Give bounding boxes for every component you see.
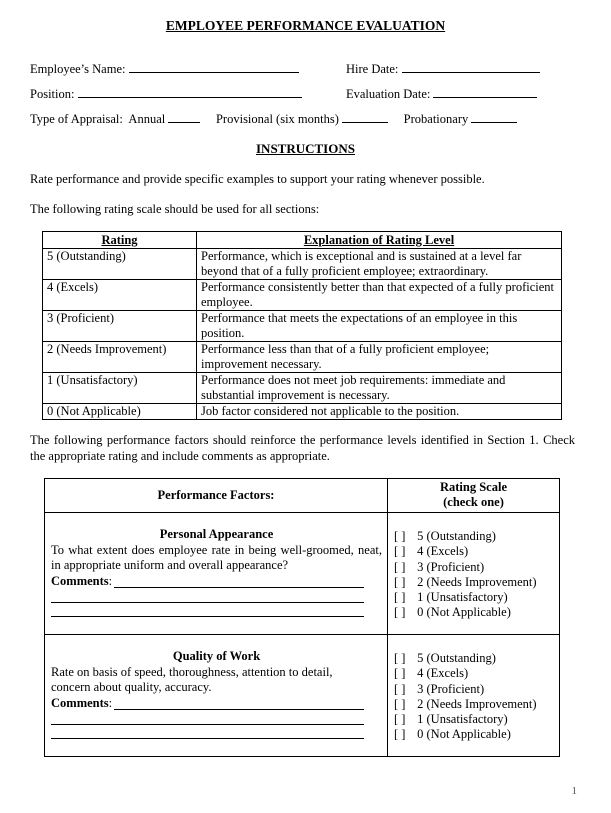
rating-table-header xyxy=(43,232,562,249)
rating-options xyxy=(388,513,560,635)
rating-cell: 3 (Proficient) xyxy=(43,311,197,342)
checkbox[interactable]: [ ] xyxy=(394,574,406,589)
checkbox[interactable]: [ ] xyxy=(394,590,406,605)
rating-cell: 4 (Excels) xyxy=(43,280,197,311)
rating-cell: 0 (Not Applicable) xyxy=(43,404,197,420)
rating-cell: 1 (Unsatisfactory) xyxy=(43,373,197,404)
instructions-text-2: The following rating scale should be used for all sections: xyxy=(30,202,320,216)
option-label: 1 (Unsatisfactory) xyxy=(417,712,508,727)
rating-row xyxy=(43,249,562,280)
checkbox[interactable]: [ ] xyxy=(394,529,406,543)
option-label: 3 (Proficient) xyxy=(417,559,485,574)
rating-option[interactable] xyxy=(394,712,555,727)
instructions-heading: INSTRUCTIONS xyxy=(256,141,355,156)
rating-row xyxy=(43,373,562,404)
comments-label: Comments xyxy=(51,573,109,588)
option-label: 3 (Proficient) xyxy=(417,681,485,696)
comments-row: Comments : xyxy=(51,574,382,590)
factor-description: Rate on basis of speed, thoroughness, attention to detail, concern about quality, accuracy. xyxy=(51,664,333,694)
option-label: 2 (Needs Improvement) xyxy=(417,696,537,711)
comments-field-line[interactable] xyxy=(51,589,364,603)
option-label: 5 (Outstanding) xyxy=(417,651,496,665)
factors-table-header xyxy=(45,479,560,513)
checkbox[interactable]: [ ] xyxy=(394,544,406,559)
option-label: 0 (Not Applicable) xyxy=(417,605,511,620)
rating-cell: 2 (Needs Improvement) xyxy=(43,342,197,373)
rating-scale-table xyxy=(42,231,562,420)
factor-name: Personal Appearance xyxy=(159,527,274,541)
rating-option[interactable] xyxy=(394,529,555,544)
rating-option[interactable] xyxy=(394,605,555,620)
position-label: Position: xyxy=(30,87,75,101)
factor-cell xyxy=(45,513,388,635)
explanation-column-header: Explanation of Rating Level xyxy=(197,232,562,249)
comments-field[interactable] xyxy=(114,574,364,588)
rating-option[interactable] xyxy=(394,560,555,575)
rating-option[interactable] xyxy=(394,697,555,712)
option-label: 5 (Outstanding) xyxy=(417,529,496,543)
evaluation-date-label: Evaluation Date: xyxy=(346,87,431,101)
instructions-text-1: Rate performance and provide specific examples to support your rating whenever possible. xyxy=(30,172,485,186)
rating-option[interactable] xyxy=(394,544,555,559)
performance-factors-header: Performance Factors: xyxy=(45,479,388,513)
checkbox[interactable]: [ ] xyxy=(394,559,406,574)
page-number: 1 xyxy=(571,785,577,797)
option-label: 4 (Excels) xyxy=(417,666,469,681)
checkbox[interactable]: [ ] xyxy=(394,727,406,742)
factor-row-personal-appearance xyxy=(45,513,560,635)
hire-date-label: Hire Date: xyxy=(346,62,399,76)
comments-field-line[interactable] xyxy=(51,725,364,739)
rating-option[interactable] xyxy=(394,727,555,742)
explanation-cell: Performance that meets the expectations of an employee in this position. xyxy=(197,311,562,342)
appraisal-type-label: Type of Appraisal: xyxy=(30,112,123,126)
explanation-cell: Performance less than that of a fully proficient employee; improvement necessary. xyxy=(197,342,562,373)
appraisal-annual-field[interactable] xyxy=(168,111,200,123)
factor-name: Quality of Work xyxy=(172,649,261,663)
comments-field-line[interactable] xyxy=(51,711,364,725)
employee-name-row xyxy=(30,61,299,77)
appraisal-probationary-label: Probationary xyxy=(403,112,469,126)
checkbox[interactable]: [ ] xyxy=(394,666,406,681)
appraisal-provisional-label: Provisional (six months) xyxy=(215,112,339,126)
rating-option[interactable] xyxy=(394,666,555,681)
factor-cell xyxy=(45,635,388,757)
appraisal-provisional-field[interactable] xyxy=(342,111,388,123)
option-label: 1 (Unsatisfactory) xyxy=(417,590,508,605)
explanation-cell: Job factor considered not applicable to the position. xyxy=(197,404,562,420)
performance-factors-table xyxy=(44,478,560,757)
appraisal-annual-label: Annual xyxy=(128,112,166,126)
rating-option[interactable] xyxy=(394,651,555,666)
explanation-cell: Performance consistently better than that expected of a fully proficient employee. xyxy=(197,280,562,311)
rating-scale-header xyxy=(388,479,560,513)
checkbox[interactable]: [ ] xyxy=(394,651,406,665)
rating-scale-header-line1: Rating Scale xyxy=(439,480,507,494)
factors-intro-text: The following performance factors should reinforce the performance levels identified in Section 1. Check the appropriate rating and include comments as appropriate. xyxy=(30,433,575,463)
factor-row-quality-of-work xyxy=(45,635,560,757)
rating-row xyxy=(43,280,562,311)
comments-label: Comments xyxy=(51,695,109,710)
rating-row xyxy=(43,404,562,420)
rating-row xyxy=(43,342,562,373)
rating-column-header: Rating xyxy=(43,232,197,249)
checkbox[interactable]: [ ] xyxy=(394,712,406,727)
rating-option[interactable] xyxy=(394,590,555,605)
comments-field-line[interactable] xyxy=(51,603,364,617)
explanation-cell: Performance, which is exceptional and is sustained at a level far beyond that of a fully proficient employee; extraordinary. xyxy=(197,249,562,280)
comments-row: Comments : xyxy=(51,696,382,712)
factor-description: To what extent does employee rate in being well-groomed, neat, in appropriate uniform and overall appearance? xyxy=(51,542,382,572)
employee-name-field[interactable] xyxy=(129,61,299,73)
hire-date-field[interactable] xyxy=(402,61,540,73)
rating-option[interactable] xyxy=(394,575,555,590)
rating-option[interactable] xyxy=(394,682,555,697)
hire-date-row xyxy=(346,61,540,77)
option-label: 4 (Excels) xyxy=(417,544,469,559)
comments-field[interactable] xyxy=(114,696,364,710)
explanation-cell: Performance does not meet job requirements: immediate and substantial improvement is necessary. xyxy=(197,373,562,404)
rating-cell: 5 (Outstanding) xyxy=(43,249,197,280)
rating-options xyxy=(388,635,560,757)
option-label: 0 (Not Applicable) xyxy=(417,727,511,742)
rating-row xyxy=(43,311,562,342)
position-row xyxy=(30,86,302,102)
document-title: EMPLOYEE PERFORMANCE EVALUATION xyxy=(165,18,446,33)
position-field[interactable] xyxy=(78,86,302,98)
option-label: 2 (Needs Improvement) xyxy=(417,574,537,589)
employee-name-label: Employee’s Name: xyxy=(30,62,126,76)
checkbox[interactable]: [ ] xyxy=(394,696,406,711)
appraisal-probationary-field[interactable] xyxy=(471,111,517,123)
evaluation-date-row xyxy=(346,86,537,102)
appraisal-type-row xyxy=(30,111,517,127)
checkbox[interactable]: [ ] xyxy=(394,681,406,696)
rating-scale-header-line2: (check one) xyxy=(443,495,504,509)
evaluation-date-field[interactable] xyxy=(433,86,537,98)
checkbox[interactable]: [ ] xyxy=(394,605,406,620)
